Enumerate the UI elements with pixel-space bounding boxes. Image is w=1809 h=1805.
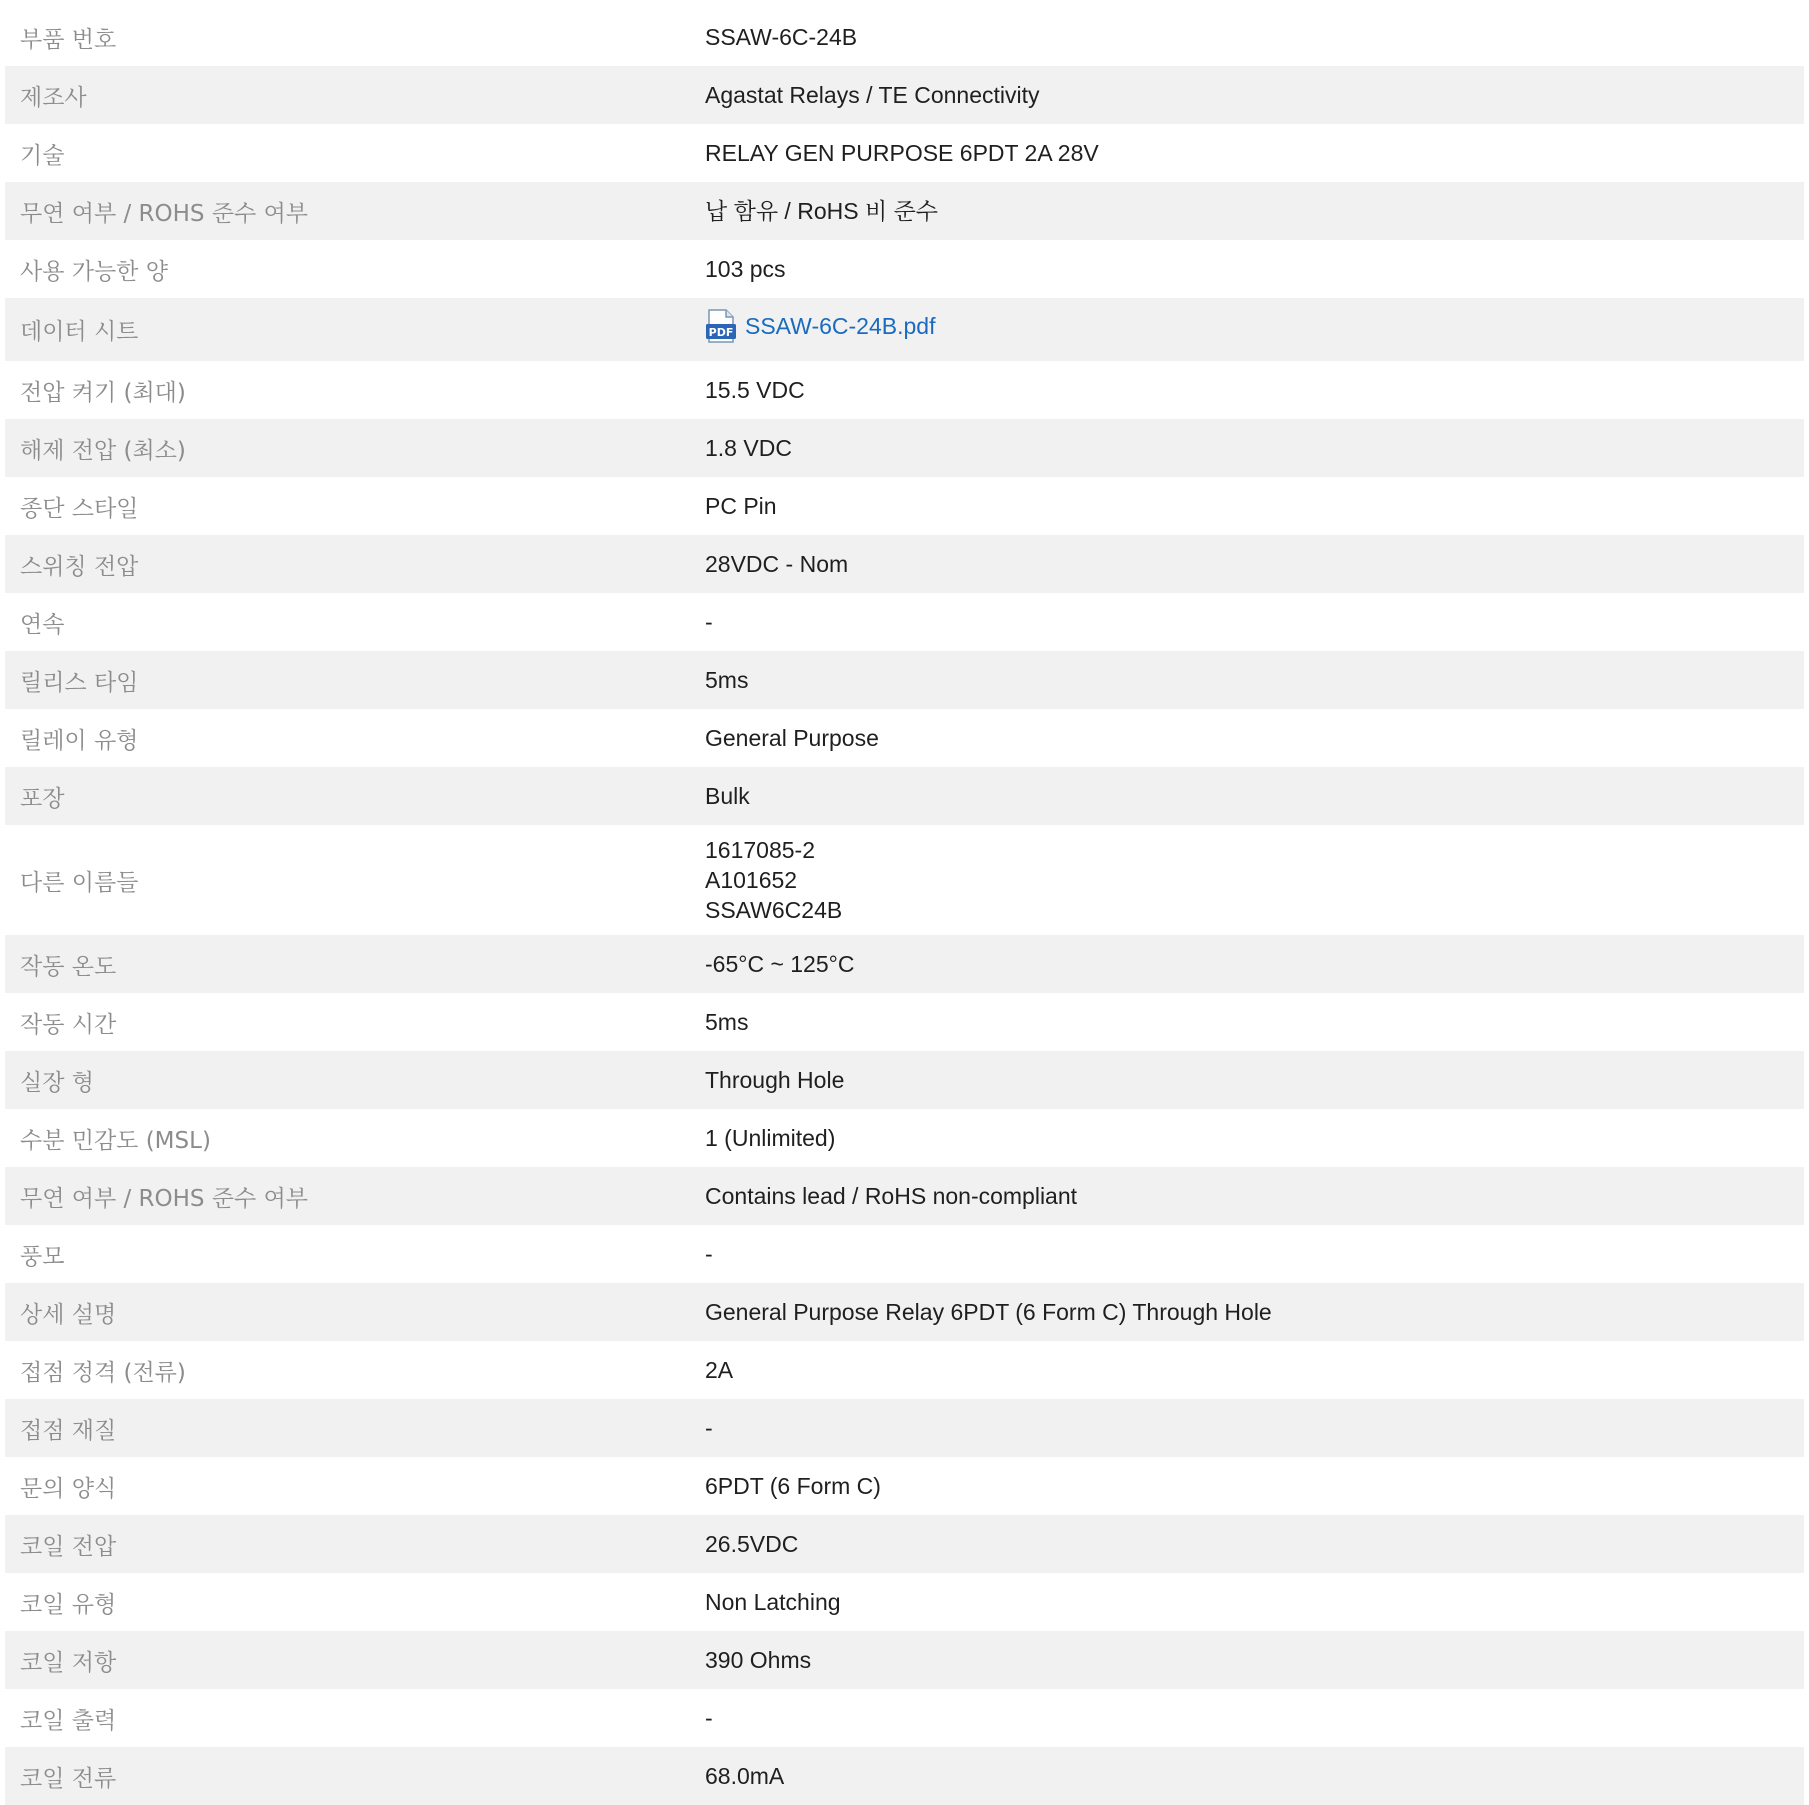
spec-label: 제조사	[20, 84, 87, 111]
spec-row-release-time	[5, 651, 1804, 709]
spec-row-termination	[5, 477, 1804, 535]
spec-label: 포장	[20, 785, 65, 812]
spec-row-operating-temp	[5, 935, 1804, 993]
spec-row-coil-current	[5, 1747, 1804, 1805]
spec-row-relay-type	[5, 709, 1804, 767]
spec-label: 데이터 시트	[20, 319, 139, 345]
svg-text:PDF: PDF	[708, 326, 734, 339]
other-name-item: A101652	[705, 867, 798, 893]
spec-row-pickup-voltage	[5, 361, 1804, 419]
spec-row-contact-material	[5, 1399, 1804, 1457]
spec-label: 코일 저항	[20, 1649, 117, 1676]
spec-row-coil-type	[5, 1573, 1804, 1631]
datasheet-link[interactable]	[705, 309, 935, 343]
spec-label: 코일 전압	[20, 1533, 117, 1560]
spec-value: Bulk	[705, 783, 750, 809]
spec-label: 종단 스타일	[20, 495, 139, 522]
spec-row-mounting-type	[5, 1051, 1804, 1109]
spec-row-contact-rating	[5, 1341, 1804, 1399]
spec-value: 납 함유 / RoHS 비 준수	[705, 198, 939, 224]
spec-label: 스위칭 전압	[20, 553, 139, 580]
spec-label: 사용 가능한 양	[20, 258, 168, 285]
spec-label: 무연 여부 / ROHS 준수 여부	[20, 200, 309, 227]
spec-label: 해제 전압 (최소)	[20, 437, 186, 464]
pdf-icon	[705, 309, 737, 343]
other-name-item: 1617085-2	[705, 837, 815, 863]
spec-value: 26.5VDC	[705, 1531, 799, 1557]
spec-value: 6PDT (6 Form C)	[705, 1473, 881, 1499]
spec-label: 풍모	[20, 1243, 65, 1270]
spec-label: 상세 설명	[20, 1301, 117, 1328]
spec-value: 68.0mA	[705, 1763, 785, 1789]
spec-row-part-number	[5, 8, 1804, 66]
spec-value: PC Pin	[705, 493, 777, 519]
spec-value: 28VDC - Nom	[705, 551, 849, 577]
spec-label: 릴레이 유형	[20, 727, 139, 754]
spec-label: 연속	[20, 611, 65, 638]
spec-label: 무연 여부 / ROHS 준수 여부	[20, 1185, 309, 1212]
spec-value: 5ms	[705, 667, 749, 693]
datasheet-filename: SSAW-6C-24B.pdf	[745, 313, 936, 339]
spec-row-contact-form	[5, 1457, 1804, 1515]
other-name-item: SSAW6C24B	[705, 897, 843, 923]
spec-row-operate-time	[5, 993, 1804, 1051]
spec-label: 릴리스 타임	[20, 669, 139, 696]
spec-value: 1 (Unlimited)	[705, 1125, 836, 1151]
spec-value: -	[705, 1415, 713, 1441]
spec-value: SSAW-6C-24B	[705, 24, 858, 50]
spec-value: Non Latching	[705, 1589, 841, 1615]
spec-row-features	[5, 1225, 1804, 1283]
spec-label: 부품 번호	[20, 26, 117, 53]
spec-value: 2A	[705, 1357, 734, 1383]
spec-value: Through Hole	[705, 1067, 845, 1093]
spec-label: 접점 재질	[20, 1417, 117, 1444]
spec-row-description	[5, 124, 1804, 182]
spec-row-coil-voltage	[5, 1515, 1804, 1573]
spec-value: -65°C ~ 125°C	[705, 951, 855, 977]
spec-row-coil-resistance	[5, 1631, 1804, 1689]
spec-value: RELAY GEN PURPOSE 6PDT 2A 28V	[705, 140, 1099, 166]
spec-row-series	[5, 593, 1804, 651]
spec-row-release-voltage	[5, 419, 1804, 477]
spec-value: -	[705, 1241, 713, 1267]
spec-value: General Purpose	[705, 725, 879, 751]
spec-row-packaging	[5, 767, 1804, 825]
spec-value: 5ms	[705, 1009, 749, 1035]
spec-label: 작동 시간	[20, 1011, 117, 1038]
spec-value	[705, 309, 1804, 350]
spec-row-datasheet	[5, 298, 1804, 361]
spec-label: 접점 정격 (전류)	[20, 1359, 186, 1386]
spec-row-coil-power	[5, 1689, 1804, 1747]
spec-label: 수분 민감도 (MSL)	[20, 1127, 211, 1154]
spec-row-other-names	[5, 825, 1804, 935]
spec-value: General Purpose Relay 6PDT (6 Form C) Through Hole	[705, 1299, 1272, 1325]
spec-value: 15.5 VDC	[705, 377, 805, 403]
spec-row-switching-voltage	[5, 535, 1804, 593]
spec-label: 코일 전류	[20, 1765, 117, 1792]
spec-value: Agastat Relays / TE Connectivity	[705, 82, 1040, 108]
spec-value: 390 Ohms	[705, 1647, 812, 1673]
spec-label: 문의 양식	[20, 1475, 117, 1502]
spec-label: 코일 유형	[20, 1591, 117, 1618]
spec-label: 실장 형	[20, 1069, 94, 1096]
spec-row-rohs	[5, 182, 1804, 240]
spec-row-detailed-description	[5, 1283, 1804, 1341]
spec-label: 전압 켜기 (최대)	[20, 379, 186, 406]
spec-row-quantity	[5, 240, 1804, 298]
spec-label: 다른 이름들	[20, 869, 139, 896]
spec-row-msl	[5, 1109, 1804, 1167]
spec-row-rohs-english	[5, 1167, 1804, 1225]
spec-label: 코일 출력	[20, 1707, 117, 1734]
spec-label: 작동 온도	[20, 953, 117, 980]
spec-value: 103 pcs	[705, 256, 786, 282]
spec-row-manufacturer	[5, 66, 1804, 124]
spec-table	[5, 8, 1804, 1805]
spec-value: -	[705, 1705, 713, 1731]
spec-value: -	[705, 609, 713, 635]
spec-value	[705, 835, 1804, 925]
spec-label: 기술	[20, 142, 65, 169]
spec-value: 1.8 VDC	[705, 435, 792, 461]
spec-value: Contains lead / RoHS non-compliant	[705, 1183, 1078, 1209]
